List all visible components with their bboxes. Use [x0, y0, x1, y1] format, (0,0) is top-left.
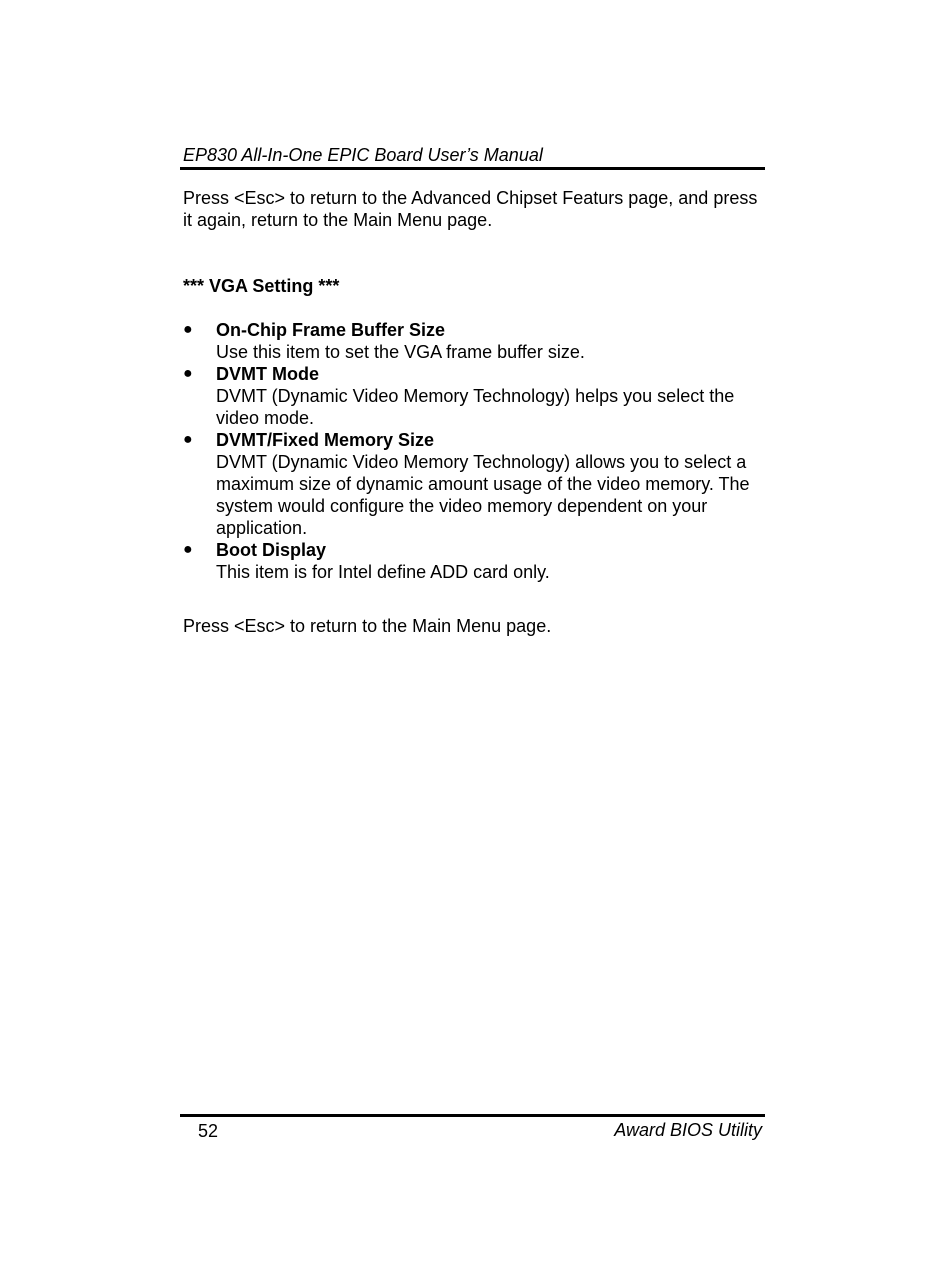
- intro-paragraph: Press <Esc> to return to the Advanced Chipset Featurs page, and press it again, return to the Main Menu page.: [183, 188, 758, 230]
- item-description: Use this item to set the VGA frame buffer size.: [216, 342, 585, 362]
- item-description: DVMT (Dynamic Video Memory Technology) helps you select the video mode.: [216, 386, 735, 428]
- list-item-boot-display: [183, 539, 763, 583]
- item-title: On-Chip Frame Buffer Size: [216, 320, 446, 340]
- page-content: [183, 187, 763, 637]
- bullet-icon: ●: [183, 431, 193, 448]
- bullet-icon: ●: [183, 365, 193, 382]
- page-number: 52: [198, 1121, 219, 1141]
- page-header-title: EP830 All-In-One EPIC Board User’s Manual: [183, 145, 543, 165]
- section-title: *** VGA Setting ***: [183, 276, 340, 296]
- footer-section-title: Award BIOS Utility: [614, 1120, 762, 1140]
- list-item-dvmt-mode: [183, 363, 763, 429]
- settings-list: [183, 319, 763, 583]
- header-divider: [180, 167, 765, 170]
- item-description: DVMT (Dynamic Video Memory Technology) allows you to select a maximum size of dynamic amount usage of the video memory. The system would configure the video memory dependent on your application.: [216, 452, 750, 538]
- footer-divider: [180, 1114, 765, 1117]
- item-title: DVMT/Fixed Memory Size: [216, 430, 435, 450]
- bullet-icon: ●: [183, 541, 193, 558]
- item-title: Boot Display: [216, 540, 327, 560]
- list-item-dvmt-fixed-memory-size: [183, 429, 763, 539]
- outro-paragraph: Press <Esc> to return to the Main Menu page.: [183, 616, 552, 636]
- list-item-on-chip-frame-buffer-size: [183, 319, 763, 363]
- bullet-icon: ●: [183, 321, 193, 338]
- item-description: This item is for Intel define ADD card only.: [216, 562, 550, 582]
- item-title: DVMT Mode: [216, 364, 319, 384]
